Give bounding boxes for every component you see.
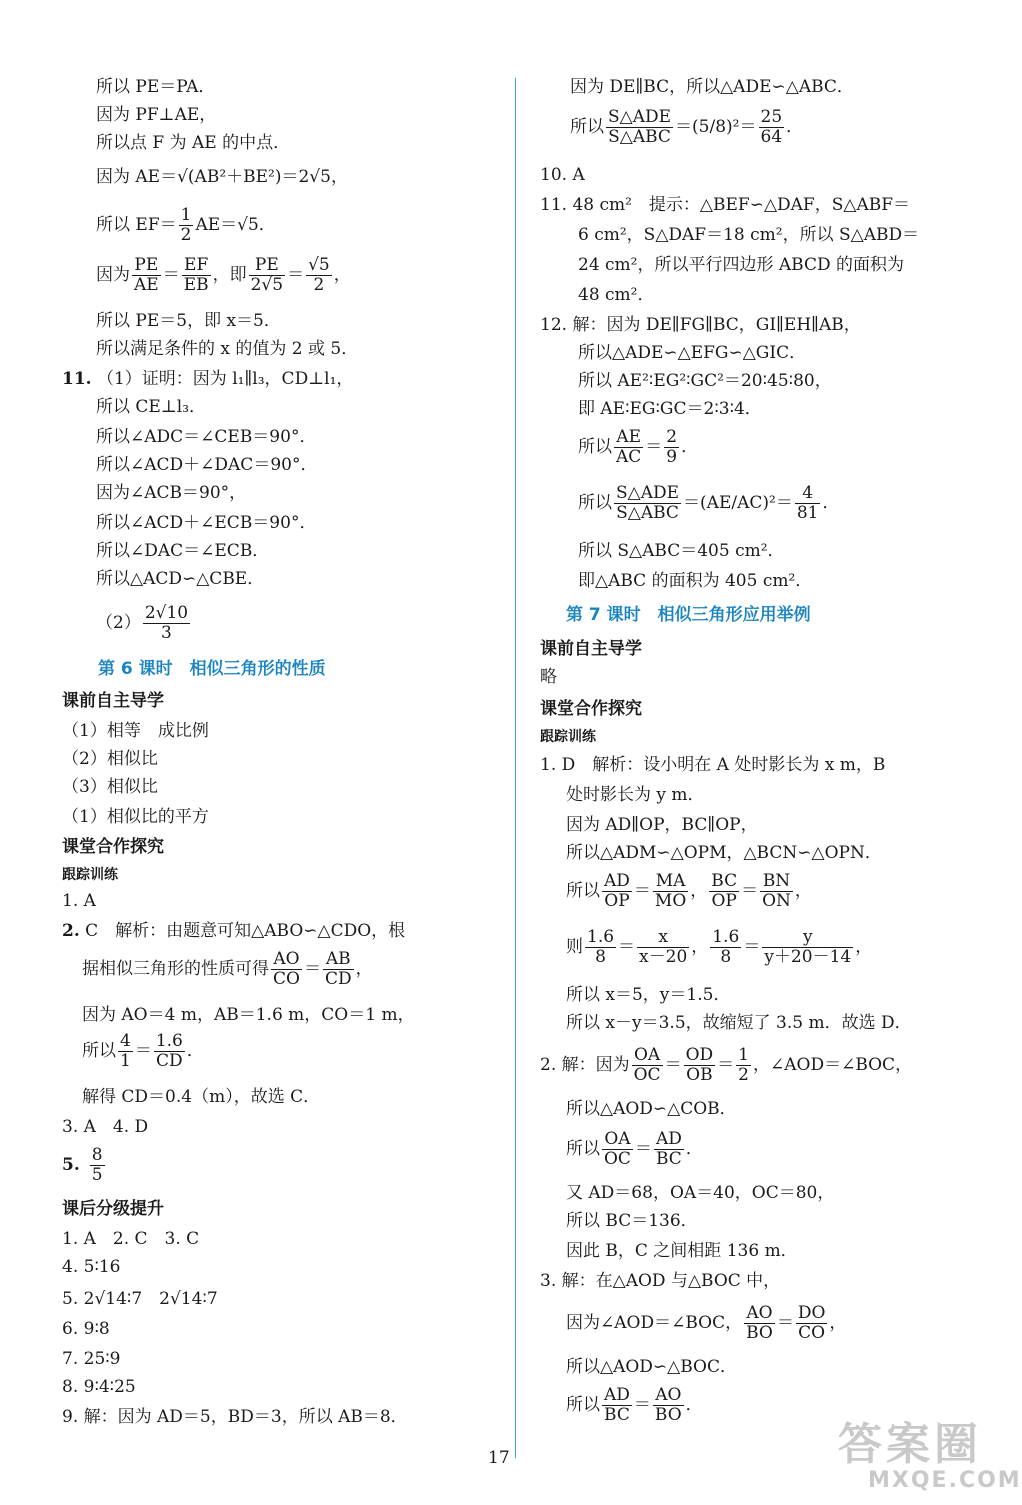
numerator: AO bbox=[271, 950, 302, 970]
text: （1）证明：因为 l₁∥l₃，CD⊥l₁， bbox=[96, 369, 354, 389]
denominator: OP bbox=[711, 891, 737, 911]
text: ＝ bbox=[303, 959, 321, 979]
fraction bbox=[143, 604, 190, 643]
numerator: BN bbox=[760, 872, 793, 892]
denominator: CO bbox=[273, 969, 300, 989]
formula-line bbox=[578, 428, 698, 467]
text-line: 因为∠ACB＝90°， bbox=[96, 483, 247, 503]
text-line: 所以∠ADC＝∠CEB＝90°． bbox=[96, 427, 317, 447]
watermark-url: MXQE.COM bbox=[868, 1468, 1022, 1493]
denominator: S△ABC bbox=[608, 127, 671, 147]
numerator: AD bbox=[604, 1385, 630, 1405]
denominator: OB bbox=[686, 1065, 713, 1085]
text: ＝ bbox=[634, 1139, 652, 1159]
fraction bbox=[759, 108, 785, 147]
text-line: 10. A bbox=[540, 165, 585, 185]
denominator: AC bbox=[616, 447, 642, 467]
fraction bbox=[762, 928, 853, 967]
text: ＝ bbox=[717, 1055, 735, 1075]
text: ＝ bbox=[633, 1395, 651, 1415]
numerator: AD bbox=[655, 1129, 682, 1149]
fraction bbox=[795, 484, 821, 523]
fraction bbox=[653, 872, 688, 911]
text: 所以 bbox=[566, 1139, 600, 1159]
fraction bbox=[736, 1046, 751, 1085]
text-line: （1）相等 成比例 bbox=[62, 721, 209, 741]
text-line: 即 AE∶EG∶GC＝2∶3∶4． bbox=[578, 399, 762, 419]
denominator: 9 bbox=[666, 447, 678, 467]
text-line: 48 cm²． bbox=[578, 285, 655, 305]
fraction bbox=[179, 206, 194, 245]
denominator: 3 bbox=[161, 623, 172, 643]
text: ． bbox=[822, 493, 840, 513]
text-line: 因为 AE＝√(AB²＋BE²)＝2√5， bbox=[96, 167, 348, 187]
text: ＝ bbox=[162, 265, 180, 285]
watermark-logo bbox=[838, 1408, 1022, 1493]
text: ＝ bbox=[287, 265, 305, 285]
watermark-text: 答案圈 bbox=[838, 1419, 982, 1470]
text: ， bbox=[690, 881, 708, 901]
text-line: 1. A 2. C 3. C bbox=[62, 1229, 200, 1249]
text: (5/8)² bbox=[692, 117, 740, 137]
numerator: MA bbox=[653, 872, 688, 892]
text: ＝ bbox=[741, 881, 759, 901]
text: 所以 bbox=[578, 437, 612, 457]
text-line: 24 cm²，所以平行四边形 ABCD 的面积为 bbox=[578, 255, 905, 275]
denominator: BO bbox=[746, 1323, 773, 1343]
numerator: 1 bbox=[180, 205, 192, 225]
text-line: 所以 S△ABC＝405 cm²． bbox=[578, 541, 785, 561]
numerator: √5 bbox=[308, 255, 330, 275]
question-line bbox=[62, 920, 405, 942]
denominator: OC bbox=[604, 1149, 631, 1169]
fraction bbox=[182, 256, 211, 295]
question-line bbox=[62, 1146, 107, 1185]
fraction bbox=[271, 950, 302, 989]
text-line: 所以∠ACD＋∠ECB＝90°． bbox=[96, 513, 317, 533]
denominator: 2 bbox=[180, 225, 192, 245]
formula-line bbox=[578, 484, 839, 523]
numerator: AO bbox=[653, 1386, 684, 1406]
fraction bbox=[602, 872, 632, 911]
fraction bbox=[710, 928, 741, 967]
text-line: 因为 DE∥BC，所以△ADE∽△ABC． bbox=[570, 77, 854, 97]
fraction bbox=[760, 872, 793, 911]
denominator: BO bbox=[654, 1405, 682, 1425]
fraction bbox=[118, 1032, 133, 1071]
numerator: S△ADE bbox=[608, 107, 672, 127]
formula-line bbox=[96, 604, 192, 643]
numerator: 4 bbox=[120, 1031, 131, 1051]
text-line: 4. 5∶16 bbox=[62, 1257, 121, 1277]
denominator: ON bbox=[762, 891, 791, 911]
question-number: 11. bbox=[62, 369, 92, 389]
text: 所以 EF＝ bbox=[96, 215, 177, 235]
denominator: 5 bbox=[91, 1165, 103, 1185]
text-line: 8. 9∶4∶25 bbox=[62, 1377, 136, 1397]
question-number: 2. bbox=[62, 921, 80, 941]
text-line: 所以△ADE∽△EFG∽△GIC． bbox=[578, 343, 807, 363]
text-line: 所以 PE＝PA． bbox=[96, 77, 216, 97]
text-line: 因为 PF⊥AE， bbox=[96, 105, 217, 125]
text: （2） bbox=[96, 613, 141, 633]
numerator: 2√10 bbox=[144, 603, 189, 623]
text-line: 所以点 F 为 AE 的中点． bbox=[96, 133, 291, 153]
denominator: OC bbox=[633, 1065, 661, 1085]
text: ＝ bbox=[618, 937, 636, 957]
text: 所以 bbox=[566, 1395, 600, 1415]
text: ＝ bbox=[633, 881, 651, 901]
fraction bbox=[90, 1146, 105, 1185]
denominator: 8 bbox=[595, 947, 606, 967]
numerator: AO bbox=[744, 1304, 775, 1324]
text: 因为∠AOD＝∠BOC， bbox=[566, 1313, 743, 1333]
heading: 课前自主导学 bbox=[62, 691, 164, 711]
text-line: 所以满足条件的 x 的值为 2 或 5． bbox=[96, 339, 359, 359]
denominator: EB bbox=[183, 275, 209, 295]
text-line: 3. 解：在△AOD 与△BOC 中， bbox=[540, 1271, 781, 1291]
text-line: 3. A 4. D bbox=[62, 1117, 149, 1137]
text: AE＝√5． bbox=[195, 215, 276, 235]
text-line: 所以△AOD∽△BOC． bbox=[566, 1357, 737, 1377]
formula-line bbox=[566, 1130, 703, 1169]
text-line: 又 AD＝68，OA＝40，OC＝80， bbox=[566, 1183, 835, 1203]
denominator: AE bbox=[134, 275, 159, 295]
formula-line bbox=[82, 1032, 204, 1071]
numerator: 1.6 bbox=[587, 927, 615, 947]
text: ＝ bbox=[743, 937, 761, 957]
formula-line bbox=[82, 950, 373, 989]
text-line: 处时影长为 y m． bbox=[566, 785, 705, 805]
fraction bbox=[132, 256, 161, 295]
section-title: 第 7 课时 相似三角形应用举例 bbox=[566, 605, 811, 625]
fraction bbox=[614, 484, 681, 523]
denominator: 64 bbox=[760, 127, 783, 147]
text-line: （2）相似比 bbox=[62, 749, 158, 769]
numerator: 1 bbox=[738, 1045, 749, 1065]
text: ． bbox=[681, 437, 699, 457]
heading: 课堂合作探究 bbox=[62, 837, 164, 857]
text-line: 所以∠DAC＝∠ECB． bbox=[96, 541, 270, 561]
text: 所以 bbox=[578, 493, 612, 513]
text: 所以 bbox=[566, 881, 600, 901]
denominator: CO bbox=[798, 1323, 826, 1343]
question-number: 5. bbox=[62, 1155, 80, 1175]
denominator: 1 bbox=[120, 1051, 131, 1071]
numerator: 25 bbox=[760, 107, 783, 127]
numerator: 8 bbox=[91, 1145, 103, 1165]
numerator: EF bbox=[182, 256, 211, 276]
text-line: 所以 x＝5，y＝1.5． bbox=[566, 985, 731, 1005]
fraction bbox=[306, 256, 332, 295]
numerator: 1.6 bbox=[155, 1031, 183, 1051]
text: 所以 bbox=[82, 1041, 116, 1061]
text: C 解析：由题意可知△ABO∽△CDO，根 bbox=[85, 921, 406, 941]
fraction bbox=[606, 108, 673, 147]
text: ，即 bbox=[212, 265, 247, 285]
text-line: （1）相似比的平方 bbox=[62, 807, 209, 827]
fraction bbox=[684, 1046, 716, 1085]
text-line: 所以 PE＝5，即 x＝5． bbox=[96, 311, 281, 331]
denominator: OP bbox=[604, 891, 630, 911]
text: 所以 bbox=[570, 117, 604, 137]
text: ＝ bbox=[776, 1313, 794, 1333]
text: 因为 bbox=[96, 265, 130, 285]
numerator: x bbox=[637, 928, 689, 948]
text-line: 所以△AOD∽△COB． bbox=[566, 1099, 737, 1119]
text: ＝ bbox=[739, 117, 757, 137]
text: ． bbox=[685, 1139, 703, 1159]
numerator: 1.6 bbox=[712, 927, 740, 947]
denominator: CD bbox=[324, 969, 352, 989]
numerator: OA bbox=[602, 1130, 633, 1150]
text-line: 1. D 解析：设小明在 A 处时影长为 x m，B bbox=[540, 755, 886, 775]
text: 则 bbox=[566, 937, 583, 957]
numerator: AE bbox=[614, 428, 643, 448]
denominator: BC bbox=[604, 1405, 630, 1425]
fraction bbox=[709, 872, 739, 911]
numerator: OA bbox=[632, 1046, 663, 1066]
text-line: 解得 CD＝0.4（m），故选 C． bbox=[82, 1087, 321, 1107]
fraction bbox=[744, 1304, 775, 1343]
page-number: 17 bbox=[488, 1448, 510, 1468]
formula-line bbox=[566, 928, 872, 967]
denominator: 2 bbox=[738, 1065, 749, 1085]
text-line: 所以 AE²∶EG²∶GC²＝20∶45∶80， bbox=[578, 371, 832, 391]
denominator: x－20 bbox=[639, 947, 688, 967]
numerator: AD bbox=[604, 871, 630, 891]
formula-line bbox=[96, 256, 351, 295]
fraction bbox=[796, 1304, 828, 1343]
text: ＝ bbox=[675, 117, 693, 137]
fraction bbox=[602, 1130, 633, 1169]
text: ，∠AOD＝∠BOC， bbox=[752, 1055, 913, 1075]
text-line: 所以∠ACD＋∠DAC＝90°． bbox=[96, 455, 318, 475]
formula-line bbox=[566, 872, 812, 911]
formula-line bbox=[570, 108, 803, 147]
text: ， bbox=[829, 1313, 847, 1333]
text-line: 9. 解：因为 AD＝5，BD＝3，所以 AB＝8． bbox=[62, 1407, 408, 1427]
numerator: y bbox=[762, 928, 853, 948]
numerator: 4 bbox=[795, 484, 821, 504]
text: ＝ bbox=[645, 437, 663, 457]
text-line: （3）相似比 bbox=[62, 777, 158, 797]
text-line: 6 cm²，S△DAF＝18 cm²，所以 S△ABD＝ bbox=[578, 225, 920, 245]
denominator: 2 bbox=[313, 275, 325, 295]
denominator: S△ABC bbox=[616, 503, 679, 523]
formula-line bbox=[540, 1046, 912, 1085]
denominator: MO bbox=[654, 891, 687, 911]
fraction bbox=[249, 256, 285, 295]
text: ， bbox=[794, 881, 812, 901]
formula-line bbox=[566, 1386, 703, 1425]
numerator: OD bbox=[685, 1045, 714, 1065]
numerator: 2 bbox=[666, 427, 678, 447]
formula-line bbox=[96, 206, 276, 245]
numerator: S△ADE bbox=[616, 483, 680, 503]
text: 2. 解：因为 bbox=[540, 1055, 630, 1075]
text-line: 因此 B，C 之间相距 136 m． bbox=[566, 1241, 798, 1261]
formula-line bbox=[566, 1304, 846, 1343]
text: ， bbox=[855, 937, 873, 957]
fraction bbox=[323, 950, 354, 989]
fraction bbox=[602, 1386, 632, 1425]
text-line: 11. 48 cm² 提示：△BEF∽△DAF，S△ABF＝ bbox=[540, 195, 911, 215]
denominator: 81 bbox=[796, 503, 819, 523]
text: ． bbox=[786, 117, 804, 137]
text-line: 6. 9∶8 bbox=[62, 1319, 110, 1339]
denominator: 8 bbox=[720, 947, 732, 967]
numerator: PE bbox=[249, 256, 285, 276]
denominator: CD bbox=[156, 1051, 183, 1071]
text-line: 略 bbox=[540, 667, 557, 687]
fraction bbox=[653, 1386, 684, 1425]
text: ， bbox=[333, 265, 351, 285]
subheading: 跟踪训练 bbox=[540, 729, 596, 745]
fraction bbox=[614, 428, 643, 467]
fraction bbox=[654, 1130, 684, 1169]
numerator: PE bbox=[132, 256, 161, 276]
heading: 课后分级提升 bbox=[62, 1199, 164, 1219]
numerator: DO bbox=[797, 1303, 826, 1323]
text-line: 所以△ACD∽△CBE． bbox=[96, 569, 265, 589]
text-line: 所以 BC＝136． bbox=[566, 1211, 698, 1231]
text-line: 1. A bbox=[62, 891, 96, 911]
text: ． bbox=[685, 1395, 703, 1415]
fraction bbox=[664, 428, 679, 467]
denominator: 2√5 bbox=[250, 275, 284, 295]
text: ， bbox=[355, 959, 373, 979]
text: ＝ bbox=[134, 1041, 152, 1061]
numerator: BC bbox=[711, 871, 738, 891]
text-line: 7. 25∶9 bbox=[62, 1349, 121, 1369]
fraction bbox=[585, 928, 616, 967]
text: ． bbox=[186, 1041, 204, 1061]
text: ＝ bbox=[775, 493, 793, 513]
fraction bbox=[154, 1032, 185, 1071]
text-line: 即△ABC 的面积为 405 cm²． bbox=[578, 571, 813, 591]
text-line: 因为 AO＝4 m，AB＝1.6 m，CO＝1 m， bbox=[82, 1005, 415, 1025]
subheading: 跟踪训练 bbox=[62, 867, 118, 883]
text-line: 所以△ADM∽△OPM，△BCN∽△OPN． bbox=[566, 843, 882, 863]
text-line: 所以 CE⊥l₃． bbox=[96, 397, 207, 417]
heading: 课前自主导学 bbox=[540, 639, 642, 659]
text-line: 12. 解：因为 DE∥FG∥BC，GI∥EH∥AB， bbox=[540, 315, 861, 335]
text: (AE/AC)² bbox=[700, 493, 776, 513]
text: ＝ bbox=[683, 493, 701, 513]
denominator: BC bbox=[656, 1149, 682, 1169]
text: ＝ bbox=[664, 1055, 682, 1075]
heading: 课堂合作探究 bbox=[540, 699, 642, 719]
column-divider bbox=[515, 78, 516, 1458]
text-line: 因为 AD∥OP，BC∥OP， bbox=[566, 815, 758, 835]
numerator: AB bbox=[323, 950, 354, 970]
question-line bbox=[62, 368, 353, 390]
fraction bbox=[637, 928, 689, 967]
text-line: 所以 x－y＝3.5，故缩短了 3.5 m．故选 D． bbox=[566, 1013, 912, 1033]
text: ， bbox=[691, 937, 709, 957]
denominator: y＋20－14 bbox=[764, 947, 852, 967]
text-line: 5. 2√14∶7 2√14∶7 bbox=[62, 1289, 218, 1309]
section-title: 第 6 课时 相似三角形的性质 bbox=[98, 659, 326, 679]
text: 据相似三角形的性质可得 bbox=[82, 959, 269, 979]
fraction bbox=[632, 1046, 663, 1085]
